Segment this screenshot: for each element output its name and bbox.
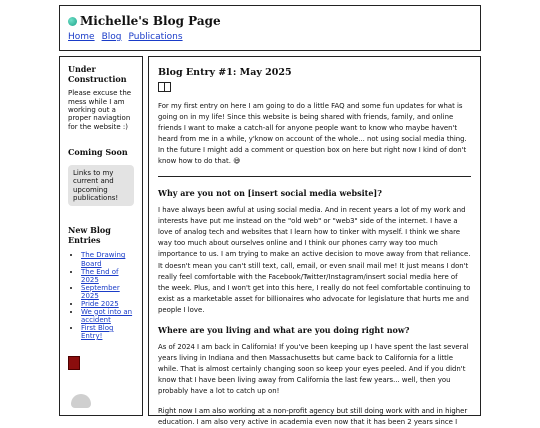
entry-link-end-of-2025[interactable]: The End of 2025 bbox=[81, 267, 119, 284]
list-item bbox=[81, 308, 134, 324]
list-item bbox=[81, 324, 134, 340]
under-construction-heading: Under Construction bbox=[68, 64, 127, 84]
coming-soon-box: Links to my current and upcoming publications! bbox=[68, 165, 134, 207]
divider bbox=[158, 176, 471, 177]
nav-blog-link[interactable]: Blog bbox=[101, 32, 122, 42]
sidebar bbox=[59, 56, 143, 416]
list-item bbox=[81, 300, 134, 308]
section-body-living: As of 2024 I am back in California! If you've been keeping up I have spent the last several years living in Indiana and then Massachusetts but came back to California for a little while. That is almost certainly changing soon so keep your eyes peeled. And if you didn't know that I have been living away from California the last few years... well, then you probably have a lot to catch up on! bbox=[158, 342, 469, 395]
list-item bbox=[81, 268, 134, 284]
blog-entry bbox=[148, 56, 481, 427]
main-nav bbox=[68, 32, 183, 42]
under-construction-text: Please excuse the mess while I am working out a proper naviagtion for the website :) bbox=[68, 89, 132, 131]
list-item bbox=[81, 251, 134, 267]
entry-title: Blog Entry #1: May 2025 bbox=[158, 67, 292, 78]
book-icon bbox=[158, 82, 171, 92]
coming-soon-heading: Coming Soon bbox=[68, 147, 128, 158]
entry-link-drawing-board[interactable]: The Drawing Board bbox=[81, 251, 126, 268]
red-badge-image bbox=[68, 356, 80, 370]
entry-link-accident[interactable]: We got into an accident bbox=[81, 307, 133, 324]
new-entries-heading: New Blog Entries bbox=[68, 225, 111, 245]
entry-link-first-entry[interactable]: First Blog Entry! bbox=[81, 323, 114, 340]
site-title-text: Michelle's Blog Page bbox=[80, 14, 221, 28]
entry-intro: For my first entry on here I am going to do a little FAQ and some fun updates for what is going on in my life! Since this website is being shared with friends, family, and online friends I want to make a catch-all for anyone people want to know who maybe haven't heard from me in a while, y'know on account of the whole... not using social media thing. In the future I might add a comment or question box on here but right now I kind of don't know how to do that. 😅 bbox=[158, 102, 467, 166]
section-heading-social-media: Why are you not on [insert social media website]? bbox=[158, 188, 382, 199]
section-body-living-2: Right now I am also working at a non-profit agency but still doing work with and in higher education. I am also very active in academia even now that it has been 2 years since I bbox=[158, 406, 468, 427]
new-entries-list bbox=[68, 251, 134, 340]
entry-link-september-2025[interactable]: September 2025 bbox=[81, 283, 120, 300]
site-header bbox=[59, 5, 481, 51]
site-title bbox=[68, 14, 221, 28]
list-item bbox=[81, 284, 134, 300]
nav-publications-link[interactable]: Publications bbox=[128, 32, 183, 42]
section-heading-living: Where are you living and what are you doing right now? bbox=[158, 324, 410, 335]
nav-home-link[interactable]: Home bbox=[68, 32, 95, 42]
entry-link-pride-2025[interactable]: Pride 2025 bbox=[81, 299, 119, 308]
globe-icon bbox=[68, 17, 77, 26]
section-body-social-media: I have always been awful at using social media. And in recent years a lot of my work and interests have put me instead on the "old web" or "web3" side of the internet. I have a love of analog tech and websites that I learn how to tinker with myself. I think we share way too much about ourselves online and I think our phones carry way too much importance to us. I am trying to make an active decision to move away from that reliance. It doesn't mean you can't still text, call, email, or even snail mail me! It just means I don't really feel comfortable with the Facebook/Twitter/Instagram/insert social media here of the week. Plus, and I won't get into this here, I really do not feel comfortable continuing to exist as a marketable asset for billionaires who advocate for legislature that hurts me and people I love. bbox=[158, 206, 471, 314]
pet-image bbox=[71, 394, 91, 408]
